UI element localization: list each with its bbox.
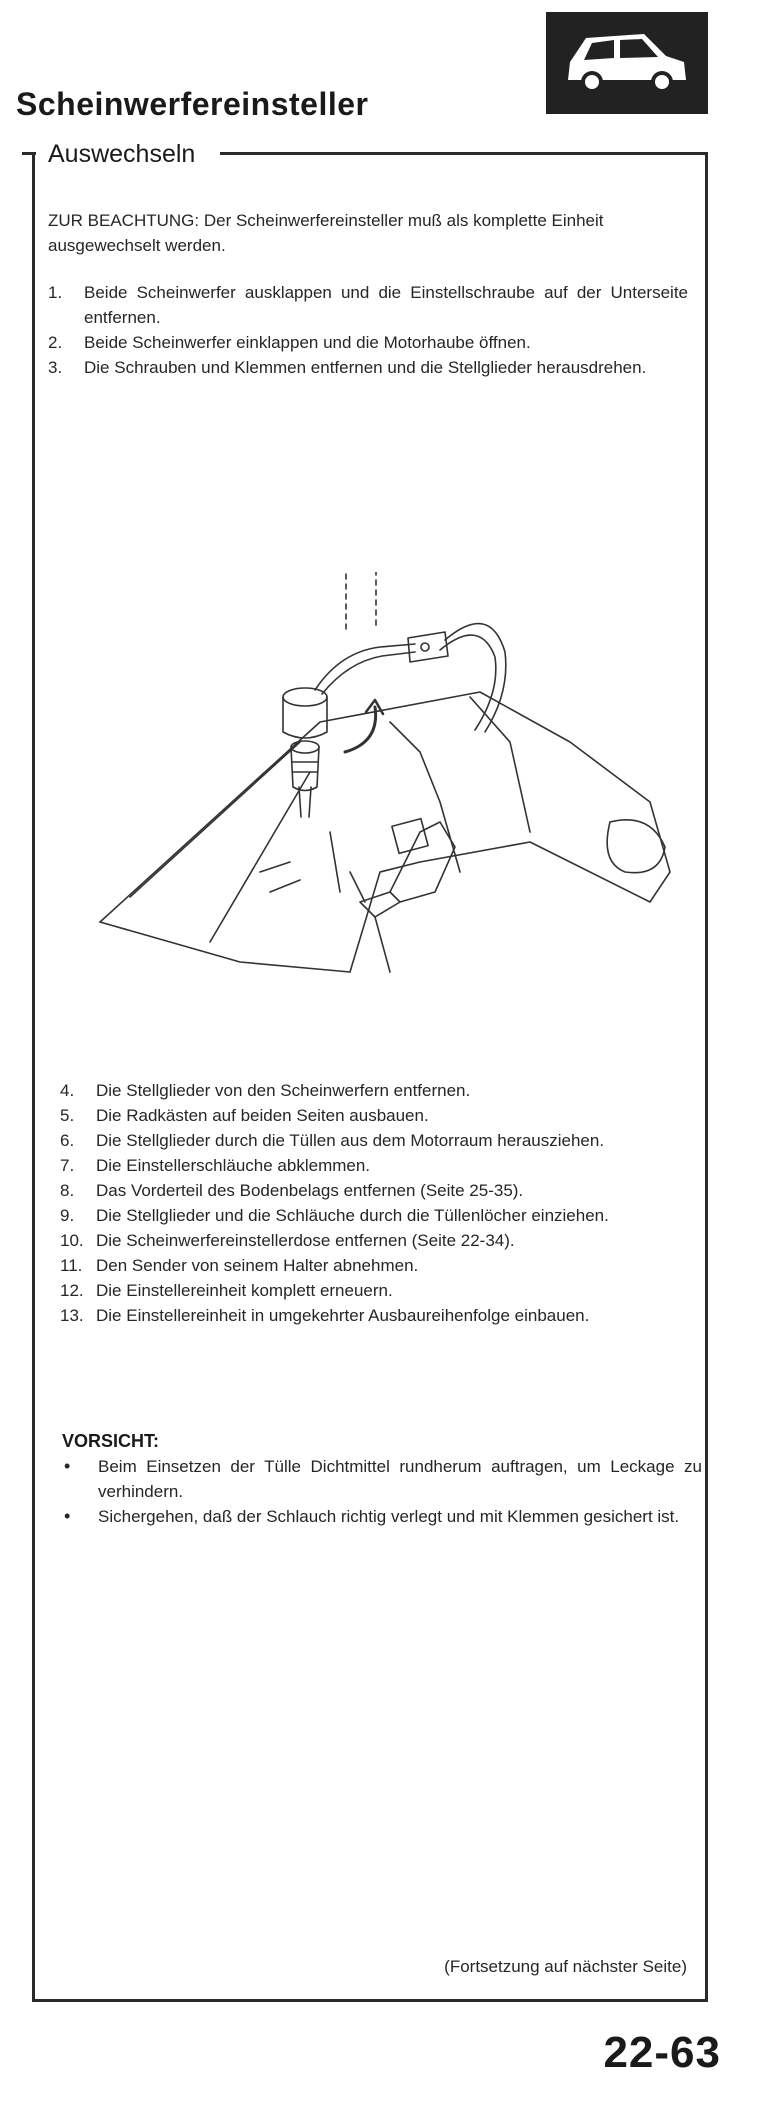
list-item bbox=[60, 1103, 695, 1128]
step-text: Den Sender von seinem Halter abnehmen. bbox=[96, 1256, 419, 1275]
list-item bbox=[60, 1153, 695, 1178]
step-number: 8. bbox=[60, 1181, 75, 1200]
list-item bbox=[48, 355, 688, 380]
list-item bbox=[60, 1128, 695, 1153]
list-item bbox=[60, 1203, 695, 1228]
bullet-icon: • bbox=[64, 1506, 71, 1526]
step-number: 13. bbox=[60, 1306, 84, 1325]
note-text: ZUR BEACHTUNG: Der Scheinwerfereinsteller muß als komplette Einheit ausgewechselt werden. bbox=[48, 211, 604, 255]
step-text: Die Schrauben und Klemmen entfernen und die Stellglieder herausdrehen. bbox=[84, 358, 647, 377]
steps-list-2 bbox=[60, 1078, 695, 1328]
content-frame bbox=[32, 152, 708, 2002]
step-number: 5. bbox=[60, 1106, 75, 1125]
frame-corner-tick bbox=[22, 152, 36, 155]
list-item bbox=[60, 1228, 695, 1253]
step-number: 3. bbox=[48, 358, 63, 377]
step-number: 7. bbox=[60, 1156, 75, 1175]
step-text: Beide Scheinwerfer einklappen und die Motorhaube öffnen. bbox=[84, 333, 531, 352]
page-title: Scheinwerfereinsteller bbox=[16, 86, 369, 122]
caution-section bbox=[62, 1428, 702, 1529]
car-icon bbox=[562, 26, 692, 100]
caution-heading: VORSICHT: bbox=[62, 1431, 160, 1451]
step-text: Die Scheinwerfereinstellerdose entfernen (Seite 22-34). bbox=[96, 1231, 515, 1250]
list-item bbox=[62, 1504, 702, 1529]
caution-text: Sichergehen, daß der Schlauch richtig verlegt und mit Klemmen gesichert ist. bbox=[98, 1507, 680, 1526]
step-text: Die Stellglieder und die Schläuche durch die Tüllenlöcher einziehen. bbox=[96, 1206, 609, 1225]
headlight-adjuster-illustration bbox=[90, 572, 690, 1012]
list-item bbox=[60, 1278, 695, 1303]
list-item bbox=[62, 1454, 702, 1504]
list-item bbox=[48, 280, 688, 330]
caution-text: Beim Einsetzen der Tülle Dichtmittel rundherum auftragen, um Leckage zu verhindern. bbox=[98, 1457, 702, 1501]
step-number: 9. bbox=[60, 1206, 75, 1225]
step-text: Die Stellglieder von den Scheinwerfern entfernen. bbox=[96, 1081, 471, 1100]
list-item bbox=[48, 330, 688, 355]
step-text: Die Einstellereinheit komplett erneuern. bbox=[96, 1281, 393, 1300]
bullet-icon: • bbox=[64, 1456, 71, 1476]
step-number: 10. bbox=[60, 1231, 84, 1250]
step-text: Beide Scheinwerfer ausklappen und die Einstellschraube auf der Unterseite entfernen. bbox=[84, 283, 688, 327]
frame-top-border bbox=[220, 152, 708, 155]
car-badge bbox=[546, 12, 708, 114]
list-item bbox=[60, 1078, 695, 1103]
step-number: 6. bbox=[60, 1131, 75, 1150]
continued-note: (Fortsetzung auf nächster Seite) bbox=[444, 1957, 687, 1976]
step-text: Das Vorderteil des Bodenbelags entfernen (Seite 25-35). bbox=[96, 1181, 524, 1200]
page-number: 22-63 bbox=[603, 2028, 721, 2077]
step-text: Die Radkästen auf beiden Seiten ausbauen. bbox=[96, 1106, 429, 1125]
list-item bbox=[60, 1303, 695, 1328]
step-text: Die Stellglieder durch die Tüllen aus dem Motorraum herausziehen. bbox=[96, 1131, 605, 1150]
step-number: 1. bbox=[48, 283, 63, 302]
step-number: 12. bbox=[60, 1281, 84, 1300]
step-number: 4. bbox=[60, 1081, 75, 1100]
list-item bbox=[60, 1253, 695, 1278]
step-number: 11. bbox=[60, 1256, 83, 1275]
step-number: 2. bbox=[48, 333, 63, 352]
steps-list-1 bbox=[48, 280, 688, 380]
step-text: Die Einstellereinheit in umgekehrter Ausbaureihenfolge einbauen. bbox=[96, 1306, 590, 1325]
section-heading: Auswechseln bbox=[44, 140, 199, 169]
caution-list bbox=[62, 1454, 702, 1529]
list-item bbox=[60, 1178, 695, 1203]
step-text: Die Einstellerschläuche abklemmen. bbox=[96, 1156, 371, 1175]
